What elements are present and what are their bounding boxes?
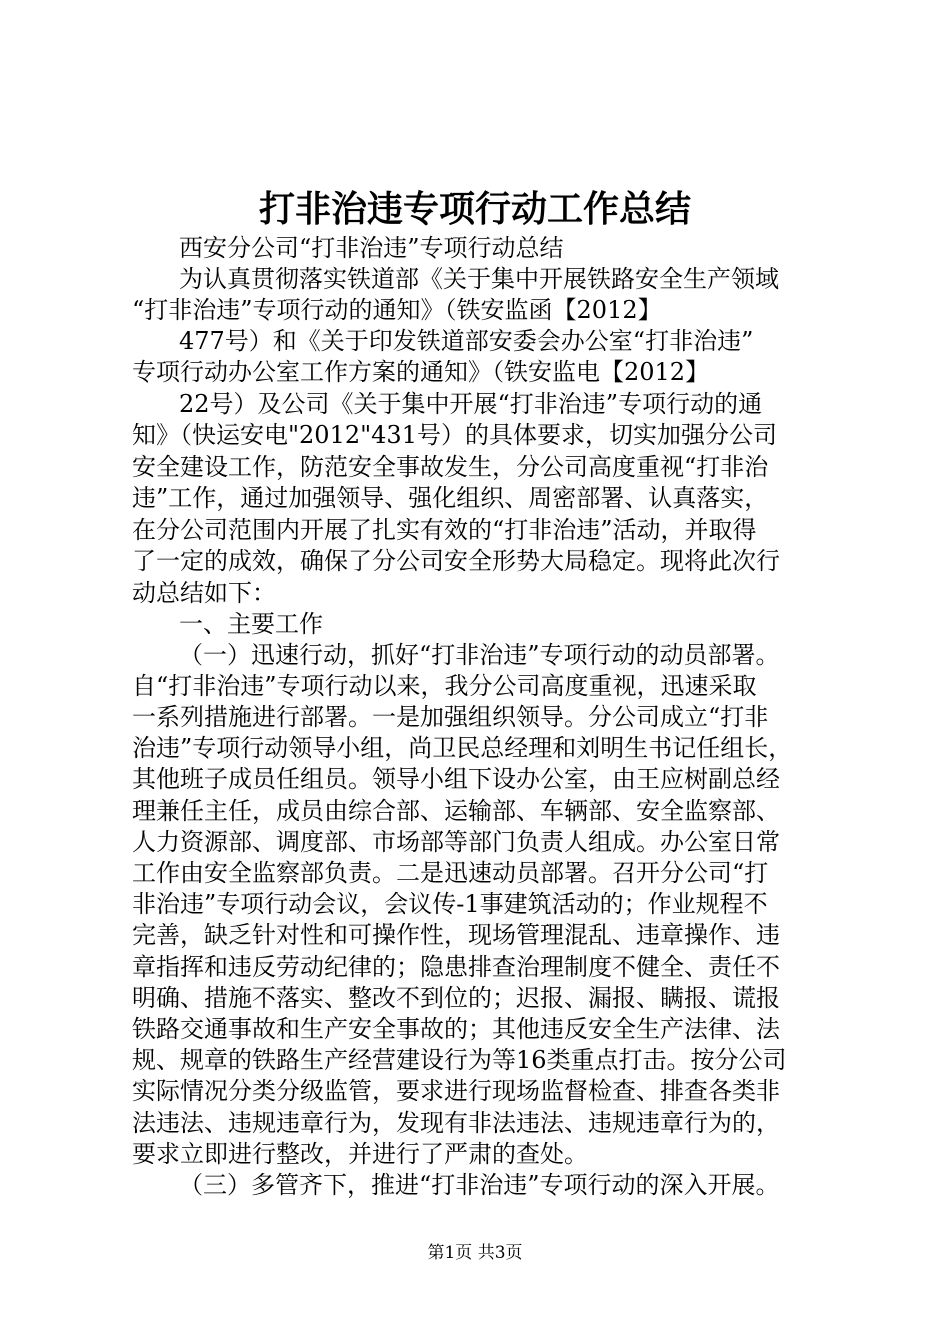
body-line: 法违法、违规违章行为，发现有非法违法、违规违章行为的，: [132, 1109, 780, 1137]
body-line: 了一定的成效，确保了分公司安全形势大局稳定。现将此次行: [132, 547, 780, 575]
body-line: 动总结如下：: [132, 579, 276, 607]
body-line: 工作由安全监察部负责。二是迅速动员部署。召开分公司“打: [132, 859, 769, 887]
body-line: 自“打非治违”专项行动以来，我分公司高度重视，迅速采取: [132, 672, 757, 700]
body-line: 在分公司范围内开展了扎实有效的“打非治违”活动，并取得: [132, 516, 757, 544]
body-line: 22号）及公司《关于集中开展“打非治违”专项行动的通: [179, 390, 763, 418]
body-line: 一系列措施进行部署。一是加强组织领导。分公司成立“打非: [132, 703, 769, 731]
body-line: 章指挥和违反劳动纪律的；隐患排查治理制度不健全、责任不: [132, 953, 780, 981]
body-line: 明确、措施不落实、整改不到位的；迟报、漏报、瞒报、谎报: [132, 984, 780, 1012]
body-line: 专项行动办公室工作方案的通知》（铁安监电【2012】: [132, 358, 710, 386]
document-title: 打非治违专项行动工作总结: [258, 188, 691, 230]
body-line: 非治违”专项行动会议，会议传-1事建筑活动的；作业规程不: [132, 890, 768, 918]
body-line: 治违”专项行动领导小组，尚卫民总经理和刘明生书记任组长，: [132, 734, 793, 762]
page-footer: 第1页 共3页: [427, 1243, 523, 1263]
body-line: 其他班子成员任组员。领导小组下设办公室，由王应树副总经: [132, 765, 780, 793]
body-line: 人力资源部、调度部、市场部等部门负责人组成。办公室日常: [132, 828, 780, 856]
body-line: 477号）和《关于印发铁道部安委会办公室“打非治违”: [179, 327, 754, 355]
body-line: 安全建设工作，防范安全事故发生，分公司高度重视“打非治: [132, 453, 769, 481]
body-line: 完善，缺乏针对性和可操作性，现场管理混乱、违章操作、违: [132, 921, 780, 949]
body-line: 要求立即进行整改，并进行了严肃的查处。: [132, 1140, 588, 1168]
body-line: （三）多管齐下，推进“打非治违”专项行动的深入开展。: [179, 1171, 780, 1199]
body-line: 为认真贯彻落实铁道部《关于集中开展铁路安全生产领域: [179, 265, 779, 293]
body-line: 西安分公司“打非治违”专项行动总结: [179, 234, 564, 262]
body-line: 实际情况分类分级监管，要求进行现场监督检查、排查各类非: [132, 1077, 780, 1105]
body-line: 理兼任主任，成员由综合部、运输部、车辆部、安全监察部、: [132, 797, 780, 825]
body-line: 违”工作，通过加强领导、强化组织、周密部署、认真落实，: [132, 484, 769, 512]
body-line: “打非治违”专项行动的通知》（铁安监函【2012】: [132, 296, 662, 324]
body-line: 一、主要工作: [179, 610, 323, 638]
body-line: 规、规章的铁路生产经营建设行为等16类重点打击。按分公司: [132, 1046, 787, 1074]
body-line: 知》（快运安电"2012"431号）的具体要求，切实加强分公司: [132, 421, 777, 449]
body-line: （一）迅速行动，抓好“打非治违”专项行动的动员部署。: [179, 641, 780, 669]
body-line: 铁路交通事故和生产安全事故的；其他违反安全生产法律、法: [132, 1015, 780, 1043]
